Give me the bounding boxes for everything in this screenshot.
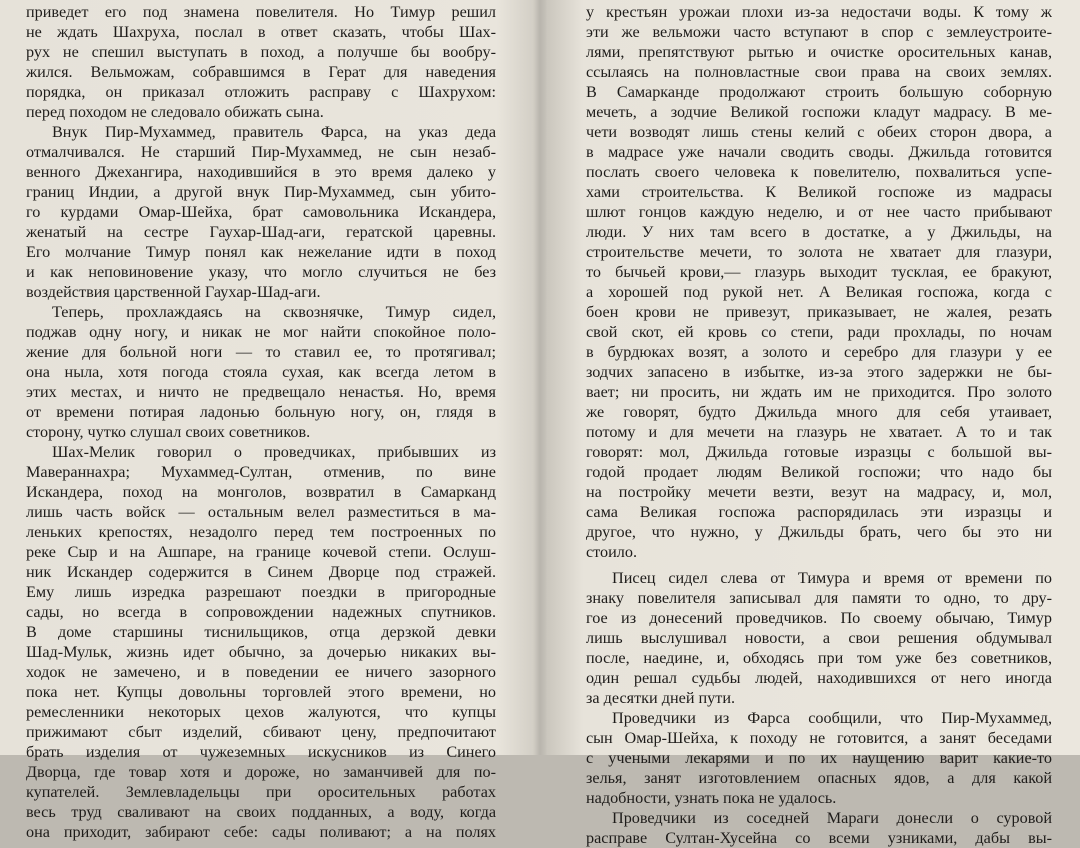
text-line: Мавераннахра; Мухаммед-Султан, отменив, по вине: [26, 463, 496, 481]
text-line: а хорошей под рукой нет. А Великая госпожа, когда с: [586, 283, 1052, 301]
text-line: за десятки дней пути.: [586, 689, 736, 707]
text-line: свой скот, ей кровь со степи, ради прохлады, по ночам: [586, 323, 1052, 341]
text-line: гое из донесений проведчиков. По своему обычаю, Тимур: [586, 609, 1052, 627]
text-line: пока нет. Купцы довольны торговлей этого времени, но: [26, 683, 496, 701]
text-line: лишь выслушивал новости, а свои решения обдумывал: [586, 629, 1052, 647]
text-line: границ Индии, а другой внук Пир-Мухаммед, сын убито-: [26, 183, 496, 201]
text-line: говорят: мол, Джильда готовые изразцы с большой вы-: [586, 443, 1052, 461]
text-line: ремесленники некоторых цехов жалуются, что купцы: [26, 703, 496, 721]
text-line: Писец сидел слева от Тимура и время от времени по: [612, 569, 1052, 587]
text-line: же говорят, будто Джильда много для себя утаивает,: [586, 403, 1052, 421]
text-line: жился. Вельможам, собравшимся в Герат для наведения: [26, 63, 496, 81]
text-line: купателей. Землевладельцы при оросительных работах: [26, 783, 496, 801]
text-line: Шах-Мелик говорил о проведчиках, прибывших из: [52, 443, 496, 461]
text-line: Проведчики из соседней Мараги донесли о суровой: [612, 809, 1052, 827]
text-line: сын Омар-Шейха, к походу не готовится, а занят беседами: [586, 729, 1052, 747]
text-line: надобности, узнать пока не удалось.: [586, 789, 837, 807]
text-line: Проведчики из Фарса сообщили, что Пир-Мухаммед,: [612, 709, 1052, 727]
text-line: брать изделия от чужеземных искусников из Синего: [26, 743, 496, 761]
text-line: Его молчание Тимур понял как нежелание идти в поход: [26, 243, 496, 261]
text-line: то бычьей крови,— глазурь выходит тусклая, ее бракуют,: [586, 263, 1052, 281]
text-line: потому и для мечети на глазурь не хватает. А то и так: [586, 423, 1052, 441]
text-line: она приходит, забирают себе: сады поливают; а на полях: [26, 823, 496, 841]
text-line: в бурдюках возят, а золото и серебро для глазури у ее: [586, 343, 1052, 361]
text-line: венного Джехангира, находившийся в это время далеко у: [26, 163, 496, 181]
text-line: В Самарканде продолжают строить большую соборную: [586, 83, 1052, 101]
book-gutter: [533, 0, 547, 755]
text-line: жение для больной ноги — то ставил ее, то протягивал;: [26, 343, 496, 361]
text-line: поджав одну ногу, и никак не мог найти спокойное поло-: [26, 323, 496, 341]
text-line: го курдами Омар-Шейха, брат самовольника Искандера,: [26, 203, 496, 221]
text-line: Теперь, прохлаждаясь на сквознячке, Тимур сидел,: [52, 303, 496, 321]
text-line: Дворца, где товар хотя и дороже, но заманчивей для по-: [26, 763, 496, 781]
text-line: люди. У них там всего в достатке, а у Джильды, на: [586, 223, 1052, 241]
text-line: строительстве мечети, то золота не хватает для глазури,: [586, 243, 1052, 261]
text-line: Внук Пир-Мухаммед, правитель Фарса, на указ деда: [52, 123, 496, 141]
text-line: этих местах, и ничто не предвещало ненастья. Но, время: [26, 383, 496, 401]
text-line: она ныла, хотя погода стояла сухая, как всегда летом в: [26, 363, 496, 381]
text-line: ходок не замечено, и в поведении ее ничего зазорного: [26, 663, 496, 681]
text-line: стоило.: [586, 543, 638, 561]
text-line: шлют гонцов каждую неделю, и от нее часто прибывают: [586, 203, 1052, 221]
text-line: женатый на сестре Гаухар-Шад-аги, гератской царевны.: [26, 223, 496, 241]
right-page: [586, 2, 1052, 848]
text-line: отмалчивался. Не старший Пир-Мухаммед, не сын незаб-: [26, 143, 496, 161]
text-line: и как неповиновение указу, что могло случиться не без: [26, 263, 496, 281]
text-line: лями, препятствуют рытью и очистке оросительных канав,: [586, 43, 1052, 61]
text-line: в мадрасе уже начали сводить своды. Джильда готовится: [586, 143, 1052, 161]
text-line: эти же вельможи часто вступают в спор с землеустроите-: [586, 23, 1052, 41]
text-line: вает; ни просить, ни ждать им не приходится. Про золото: [586, 383, 1052, 401]
text-line: сады, но всегда в сопровождении надежных спутников.: [26, 603, 496, 621]
text-line: ссылаясь на полновластные свои права на своих землях.: [586, 63, 1052, 81]
text-line: у крестьян урожаи плохи из-за недостачи воды. К тому ж: [586, 3, 1052, 21]
text-line: расправе Султан-Хусейна со всеми узниками, дабы вы-: [586, 829, 1052, 847]
text-line: на постройку мечети везти, везут на мадрасу, и, мол,: [586, 483, 1052, 501]
text-line: Шад-Мульк, жизнь идет обычно, за дочерью никаких вы-: [26, 643, 496, 661]
text-line: прижимают сбыт изделий, сбивают цену, предпочитают: [26, 723, 496, 741]
text-line: хами строительства. К Великой госпоже из мадрасы: [586, 183, 1052, 201]
text-line: один решал судьбы людей, находившихся от него иногда: [586, 669, 1052, 687]
text-line: Искандера, поход на монголов, возвратил в Самарканд: [26, 483, 496, 501]
text-line: годой продает людям Великой госпожи; что надо бы: [586, 463, 1052, 481]
text-line: послать своего человека к повелителю, похвалиться успе-: [586, 163, 1052, 181]
text-line: не ждать Шахруха, послал в ответ сказать, чтобы Шах-: [26, 23, 496, 41]
text-line: мечеть, а зодчие Великой госпожи кладут мадрасу. В ме-: [586, 103, 1052, 121]
text-line: воздействия царственной Гаухар-Шад-аги.: [26, 283, 321, 301]
text-line: знаку повелителя записывал для памяти то одно, то дру-: [586, 589, 1052, 607]
text-line: с учеными лекарями и по их наущению варит какие-то: [586, 749, 1052, 767]
text-line: зелья, занят изготовлением опасных ядов, а для какой: [586, 769, 1052, 787]
text-line: Ему лишь изредка разрешают поездки в пригородные: [26, 583, 496, 601]
text-line: от времени потирая ладонью больную ногу, он, глядя в: [26, 403, 496, 421]
left-page: [26, 2, 496, 842]
text-line: приведет его под знамена повелителя. Но Тимур решил: [26, 3, 496, 21]
text-line: другое, что нужно, у Джильды брать, чего бы это ни: [586, 523, 1052, 541]
text-line: рух не спешил выступать в поход, а получше бы вообру-: [26, 43, 496, 61]
text-line: лишь часть войск — остальным велел разместиться в ма-: [26, 503, 496, 521]
text-line: ник Искандер содержится в Синем Дворце под стражей.: [26, 563, 496, 581]
text-line: боен крови не привезут, приказывает, не жалея, резать: [586, 303, 1052, 321]
text-line: реке Сыр и на Ашпаре, на границе кочевой степи. Ослуш-: [26, 543, 496, 561]
text-line: В доме старшины тиснильщиков, отца дерзкой девки: [26, 623, 496, 641]
text-line: после, наедине, и, обходясь при том уже без советников,: [586, 649, 1052, 667]
text-line: леньких крепостях, незадолго перед тем построенных по: [26, 523, 496, 541]
text-line: порядка, он приказал отложить расправу с Шахрухом:: [26, 83, 496, 101]
text-line: сторону, чутко слушал своих советников.: [26, 423, 311, 441]
text-line: чети возводят лишь стены келий с обеих сторон двора, а: [586, 123, 1052, 141]
text-line: перед походом не следовало обижать сына.: [26, 103, 324, 121]
text-line: весь труд сваливают на своих подданных, а воду, когда: [26, 803, 496, 821]
text-line: сама Великая госпожа распорядилась эти изразцы и: [586, 503, 1052, 521]
text-line: зодчих запасено в избытке, из-за этого задержки не бы-: [586, 363, 1052, 381]
